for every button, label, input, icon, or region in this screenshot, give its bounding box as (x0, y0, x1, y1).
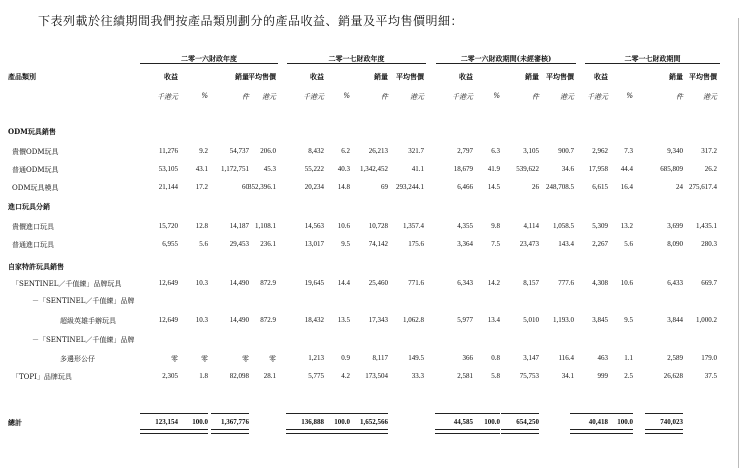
total-cell: 136,888 (301, 418, 324, 426)
table-cell: 4.2 (341, 372, 350, 380)
unit-label: 件 (676, 93, 683, 101)
table-cell: 777.6 (558, 279, 574, 287)
unit-label: 件 (532, 93, 539, 101)
total-double-underline (645, 429, 683, 434)
table-cell: 7.3 (624, 147, 633, 155)
table-cell: 15,720 (158, 222, 178, 230)
table-cell: 45.3 (263, 165, 276, 173)
group-underline (140, 63, 278, 64)
table-cell: 10.6 (620, 279, 633, 287)
table-cell: 18,679 (453, 165, 473, 173)
table-cell: 9,340 (667, 147, 683, 155)
total-cell: 100.0 (334, 418, 350, 426)
total-double-underline (312, 429, 350, 434)
group-header: 二零一七財政期間 (624, 54, 681, 63)
table-cell: 2,581 (457, 372, 473, 380)
column-header: 平均售價 (689, 72, 717, 81)
table-cell: 零 (171, 355, 178, 363)
table-cell: 1,342,452 (360, 165, 388, 173)
table-cell: 34.1 (561, 372, 574, 380)
table-cell: 3,364 (457, 240, 473, 248)
total-cell: 100.0 (617, 418, 633, 426)
table-cell: 293,244.1 (396, 183, 424, 191)
column-header: 銷量 (669, 72, 683, 81)
total-topline (462, 413, 500, 414)
table-cell: 18,432 (304, 316, 324, 324)
table-cell: 13.5 (337, 316, 350, 324)
group-header: 二零一六財政年度 (181, 54, 237, 63)
unit-label: 千港元 (587, 93, 608, 101)
table-cell: 13.4 (487, 316, 500, 324)
table-cell: 60 (242, 183, 249, 191)
table-cell: 3,105 (523, 147, 539, 155)
table-cell: 14,187 (229, 222, 249, 230)
table-cell: 6,955 (162, 240, 178, 248)
table-cell: 2,305 (162, 372, 178, 380)
table-cell: 5,010 (523, 316, 539, 324)
table-cell: 43.1 (195, 165, 208, 173)
unit-label: 港元 (703, 93, 717, 101)
table-cell: 21,144 (158, 183, 178, 191)
table-cell: 999 (597, 372, 608, 380)
group-header: 二零一七財政年度 (328, 54, 385, 63)
table-cell: 179.0 (701, 354, 717, 362)
table-cell: 13,017 (304, 240, 324, 248)
table-cell: 1,213 (308, 354, 324, 362)
column-header: 平均售價 (546, 72, 574, 81)
table-cell: 13.2 (620, 222, 633, 230)
table-cell: 4,308 (592, 279, 608, 287)
group-underline (287, 63, 426, 64)
table-cell: 10.3 (195, 279, 208, 287)
table-cell: 0.8 (491, 354, 500, 362)
table-cell: 17,958 (588, 165, 608, 173)
table-cell: 17.2 (195, 183, 208, 191)
table-cell: 12,649 (158, 316, 178, 324)
table-cell: 40.3 (337, 165, 350, 173)
table-cell: 1,108.1 (255, 222, 276, 230)
total-topline (595, 413, 633, 414)
table-cell: 26.2 (704, 165, 717, 173)
table-cell: 9.2 (199, 147, 208, 155)
table-cell: 55,222 (304, 165, 324, 173)
unit-label: 千港元 (452, 93, 473, 101)
unit-label: 千港元 (157, 93, 178, 101)
total-cell: 123,154 (155, 418, 178, 426)
table-cell: 3,844 (667, 316, 683, 324)
table-cell: 2,962 (592, 147, 608, 155)
table-cell: 1,062.8 (403, 316, 424, 324)
table-cell: 175.6 (408, 240, 424, 248)
table-cell: 539,622 (516, 165, 539, 173)
total-cell: 100.0 (484, 418, 500, 426)
group-header: 二零一六財政期間(未經審核) (460, 54, 552, 63)
table-cell: 6,433 (667, 279, 683, 287)
table-cell: 1.1 (624, 354, 633, 362)
column-header: 銷量 (235, 72, 249, 81)
table-cell: 5.8 (491, 372, 500, 380)
total-cell: 740,023 (660, 418, 683, 426)
table-cell: 53,105 (158, 165, 178, 173)
table-cell: 2,589 (667, 354, 683, 362)
group-underline (436, 63, 576, 64)
table-cell: 872.9 (260, 279, 276, 287)
row-label: 普通ODM玩具 (12, 166, 59, 174)
table-cell: 8,432 (308, 147, 324, 155)
table-cell: 2,267 (592, 240, 608, 248)
table-cell: 366 (462, 354, 473, 362)
table-cell: 173,504 (365, 372, 388, 380)
total-cell: 1,652,566 (360, 418, 388, 426)
table-cell: 17,343 (368, 316, 388, 324)
table-cell: 26,628 (663, 372, 683, 380)
group-underline (585, 63, 720, 64)
column-header: 平均售價 (396, 72, 424, 81)
table-cell: 669.7 (701, 279, 717, 287)
total-cell: 44,585 (453, 418, 473, 426)
table-cell: 1,193.0 (553, 316, 574, 324)
table-cell: 149.5 (408, 354, 424, 362)
table-cell: 41.1 (411, 165, 424, 173)
total-topline (645, 413, 683, 414)
column-header: 平均售價 (248, 72, 276, 81)
table-cell: 零 (242, 355, 249, 363)
table-cell: 7.5 (491, 240, 500, 248)
table-cell: 116.4 (558, 354, 574, 362)
table-cell: 14.5 (487, 183, 500, 191)
row-label: －「SENTINEL／千值練」品牌 (32, 297, 135, 305)
table-cell: 5.6 (199, 240, 208, 248)
table-cell: 11,276 (159, 147, 178, 155)
total-label: 總計 (8, 418, 22, 427)
row-label: 多邊形公仔 (60, 355, 95, 363)
table-cell: 14.8 (337, 183, 350, 191)
table-cell: 0.9 (341, 354, 350, 362)
table-cell: 352,396.1 (248, 183, 276, 191)
table-cell: 5.6 (624, 240, 633, 248)
page-edge-line (738, 18, 739, 468)
table-cell: 34.6 (561, 165, 574, 173)
table-cell: 6,615 (592, 183, 608, 191)
table-cell: 26 (532, 183, 539, 191)
unit-label: 件 (381, 93, 388, 101)
table-cell: 69 (381, 183, 388, 191)
unit-label: % (201, 92, 208, 100)
unit-label: % (626, 92, 633, 100)
table-cell: 1,000.2 (696, 316, 717, 324)
table-cell: 6.3 (491, 147, 500, 155)
table-cell: 9.8 (491, 222, 500, 230)
row-label: 貴價ODM玩具 (12, 148, 59, 156)
total-double-underline (462, 429, 500, 434)
row-label: 超級英雄手辦玩具 (60, 317, 116, 325)
row-label: 「SENTINEL／千值練」品牌玩具 (12, 280, 122, 288)
table-cell: 12.8 (195, 222, 208, 230)
total-double-underline (350, 429, 388, 434)
table-cell: 19,645 (304, 279, 324, 287)
table-cell: 1,172,751 (221, 165, 249, 173)
total-topline (211, 413, 249, 414)
table-cell: 82,098 (229, 372, 249, 380)
table-cell: 2,797 (457, 147, 473, 155)
column-header: 收益 (164, 72, 178, 81)
table-cell: 1,058.5 (553, 222, 574, 230)
table-cell: 236.1 (260, 240, 276, 248)
table-cell: 37.5 (704, 372, 717, 380)
row-label: ODM玩具模具 (12, 184, 59, 192)
row-label: －「SENTINEL／千值練」品牌 (32, 336, 135, 344)
total-topline (350, 413, 388, 414)
total-topline (312, 413, 350, 414)
table-cell: 44.4 (620, 165, 633, 173)
unit-label: 港元 (560, 93, 574, 101)
category-header: 產品類別 (8, 72, 36, 81)
table-cell: 33.3 (411, 372, 424, 380)
table-cell: 74,142 (368, 240, 388, 248)
table-cell: 143.4 (558, 240, 574, 248)
table-cell: 3,699 (667, 222, 683, 230)
table-cell: 28.1 (263, 372, 276, 380)
table-cell: 4,114 (523, 222, 539, 230)
table-cell: 10,728 (368, 222, 388, 230)
table-cell: 872.9 (260, 316, 276, 324)
unit-label: 港元 (410, 93, 424, 101)
total-double-underline (170, 429, 208, 434)
table-cell: 75,753 (519, 372, 539, 380)
intro-text: 下表列載於往績期間我們按產品類別劃分的產品收益、銷量及平均售價明細： (38, 14, 464, 28)
table-cell: 280.3 (701, 240, 717, 248)
column-header: 收益 (594, 72, 608, 81)
unit-label: % (493, 92, 500, 100)
table-cell: 1,435.1 (696, 222, 717, 230)
total-double-underline (501, 429, 539, 434)
table-cell: 8,090 (667, 240, 683, 248)
table-cell: 14,490 (229, 279, 249, 287)
table-cell: 26,213 (368, 147, 388, 155)
table-cell: 1,357.4 (403, 222, 424, 230)
table-cell: 29,453 (229, 240, 249, 248)
table-cell: 14.2 (487, 279, 500, 287)
column-header: 銷量 (374, 72, 388, 81)
total-cell: 1,367,776 (221, 418, 249, 426)
table-cell: 9.5 (341, 240, 350, 248)
section-heading: ODM玩具銷售 (8, 127, 56, 136)
table-cell: 14,563 (304, 222, 324, 230)
total-topline (170, 413, 208, 414)
table-cell: 12,649 (158, 279, 178, 287)
table-cell: 6,466 (457, 183, 473, 191)
table-cell: 9.5 (624, 316, 633, 324)
table-cell: 321.7 (408, 147, 424, 155)
table-cell: 14.4 (337, 279, 350, 287)
table-cell: 8,157 (523, 279, 539, 287)
table-cell: 41.9 (487, 165, 500, 173)
row-label: 「TOPI」品牌玩具 (12, 373, 72, 381)
row-label: 普通進口玩具 (12, 241, 54, 249)
section-heading: 進口玩具分銷 (8, 202, 50, 211)
table-cell: 25,460 (368, 279, 388, 287)
total-cell: 100.0 (192, 418, 208, 426)
table-cell: 5,309 (592, 222, 608, 230)
column-header: 銷量 (525, 72, 539, 81)
unit-label: 港元 (262, 93, 276, 101)
table-cell: 248,708.5 (546, 183, 574, 191)
table-cell: 2.5 (624, 372, 633, 380)
table-cell: 900.7 (558, 147, 574, 155)
total-double-underline (595, 429, 633, 434)
table-cell: 5,977 (457, 316, 473, 324)
total-double-underline (211, 429, 249, 434)
table-cell: 771.6 (408, 279, 424, 287)
table-cell: 463 (597, 354, 608, 362)
table-cell: 8,117 (372, 354, 388, 362)
table-cell: 1.8 (199, 372, 208, 380)
table-cell: 10.3 (195, 316, 208, 324)
table-cell: 4,355 (457, 222, 473, 230)
column-header: 收益 (459, 72, 473, 81)
table-cell: 317.2 (701, 147, 717, 155)
unit-label: 件 (242, 93, 249, 101)
table-cell: 206.0 (260, 147, 276, 155)
unit-label: 千港元 (303, 93, 324, 101)
table-cell: 24 (676, 183, 683, 191)
row-label: 貴價進口玩具 (12, 223, 54, 231)
table-cell: 6.2 (341, 147, 350, 155)
table-cell: 6,343 (457, 279, 473, 287)
table-cell: 20,234 (304, 183, 324, 191)
section-heading: 自家特許玩具銷售 (8, 262, 64, 271)
total-topline (501, 413, 539, 414)
table-cell: 10.6 (337, 222, 350, 230)
column-header: 收益 (310, 72, 324, 81)
table-cell: 3,147 (523, 354, 539, 362)
table-cell: 16.4 (620, 183, 633, 191)
table-cell: 3,845 (592, 316, 608, 324)
table-cell: 零 (269, 355, 276, 363)
total-cell: 654,250 (516, 418, 539, 426)
table-cell: 零 (201, 355, 208, 363)
table-cell: 5,775 (308, 372, 324, 380)
table-cell: 54,737 (229, 147, 249, 155)
table-cell: 14,490 (229, 316, 249, 324)
table-cell: 685,809 (660, 165, 683, 173)
unit-label: % (343, 92, 350, 100)
total-cell: 40,418 (588, 418, 608, 426)
table-cell: 23,473 (519, 240, 539, 248)
table-cell: 275,617.4 (689, 183, 717, 191)
